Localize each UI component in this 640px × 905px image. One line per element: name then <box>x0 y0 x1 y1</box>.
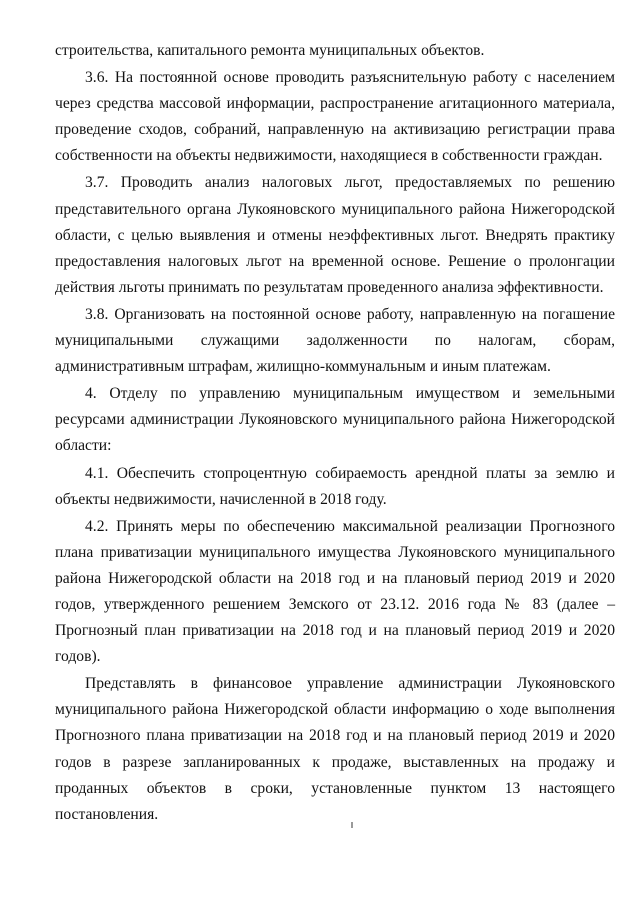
paragraph-3-6: 3.6. На постоянной основе проводить разъяснительную работу с населением через средства массовой информации, распространение агитационного материала, проведение сходов, собраний, направленную на активизацию регистрации права собственности на объекты недвижимости, находящиеся в собственности граждан. <box>55 69 615 165</box>
scan-artifact-mark <box>351 822 353 828</box>
paragraph-4-2: 4.2. Принять меры по обеспечению максимальной реализации Прогнозного плана приватизации муниципального имущества Лукояновского муниципального района Нижегородской области на 2018 год и на плановый период 2019 и 2020 годов, утвержденного решением Земского от 23.12. 2016 года № 83 (далее – Прогнозный план приватизации на 2018 год и на плановый период 2019 и 2020 годов). <box>55 517 615 666</box>
paragraph-continuation: строительства, капитального ремонта муниципальных объектов. <box>55 42 485 59</box>
document-page <box>55 38 615 828</box>
paragraph-3-8: 3.8. Организовать на постоянной основе работу, направленную на погашение муниципальными служащими задолженности по налогам, сборам, административным штрафам, жилищно-коммунальным и иным платежам. <box>55 305 615 376</box>
paragraph-report: Представлять в финансовое управление администрации Лукояновского муниципального района Нижегородской области информацию о ходе выполнения Прогнозного плана приватизации на 2018 год и на плановый период 2019 и 2020 годов в разрезе запланированных к продаже, выставленных на продажу и проданных объектов в сроки, установленные пунктом 13 настоящего постановления. <box>55 675 615 823</box>
paragraph-4-1: 4.1. Обеспечить стопроцентную собираемость арендной платы за землю и объекты недвижимости, начисленной в 2018 году. <box>55 464 615 508</box>
paragraph-4: 4. Отделу по управлению муниципальным имуществом и земельными ресурсами администрации Лукояновского муниципального района Нижегородской области: <box>55 385 615 455</box>
paragraph-3-7: 3.7. Проводить анализ налоговых льгот, предоставляемых по решению представительного органа Лукояновского муниципального района Нижегородской области, с целью выявления и отмены неэффективных льгот. Внедрять практику предоставления налоговых льгот на временной основе. Решение о пролонгации действия льготы принимать по результатам проведенного анализа эффективности. <box>55 174 615 296</box>
